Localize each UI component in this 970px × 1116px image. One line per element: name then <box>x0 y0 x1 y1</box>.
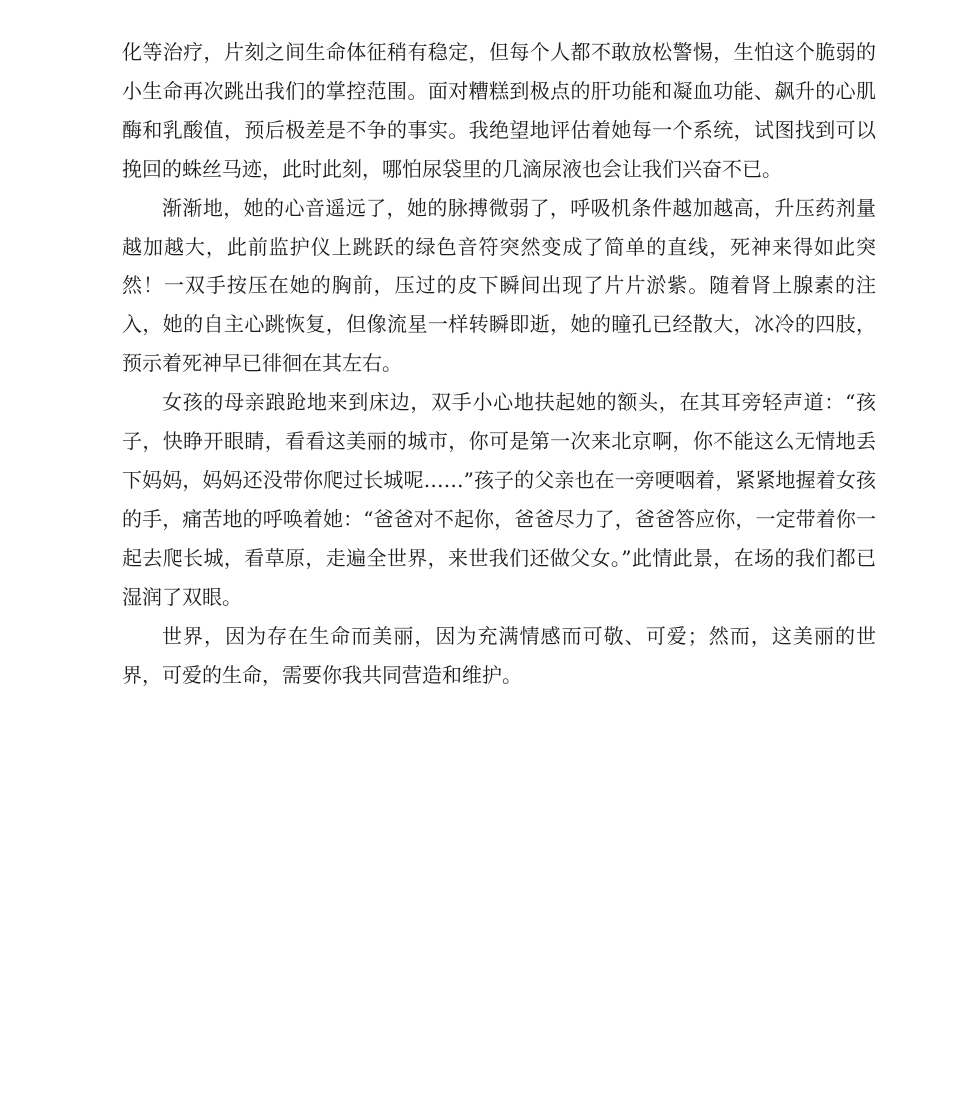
paragraph-3: 女孩的母亲踉跄地来到床边，双手小心地扶起她的额头，在其耳旁轻声道：“孩子，快睁开眼睛，看看这美丽的城市，你可是第一次来北京啊，你不能这么无情地丢下妈妈，妈妈还没带你爬过长城呢……”孩子的父亲也在一旁哽咽着，紧紧地握着女孩的手，痛苦地的呼唤着她：“爸爸对不起你，爸爸尽力了，爸爸答应你，一定带着你一起去爬长城，看草原，走遍全世界，来世我们还做父女。”此情此景，在场的我们都已湿润了双眼。 <box>122 390 876 609</box>
paragraph-4: 世界，因为存在生命而美丽，因为充满情感而可敬、可爱；然而，这美丽的世界，可爱的生命，需要你我共同营造和维护。 <box>122 623 876 687</box>
paragraph-1: 化等治疗，片刻之间生命体征稍有稳定，但每个人都不敢放松警惕，生怕这个脆弱的小生命再次跳出我们的掌控范围。面对糟糕到极点的肝功能和凝血功能、飙升的心肌酶和乳酸值，预后极差是不争的事实。我绝望地评估着她每一个系统，试图找到可以挽回的蛛丝马迹，此时此刻，哪怕尿袋里的几滴尿液也会让我们兴奋不已。 <box>122 40 876 181</box>
paragraph-2: 渐渐地，她的心音遥远了，她的脉搏微弱了，呼吸机条件越加越高，升压药剂量越加越大，此前监护仪上跳跃的绿色音符突然变成了简单的直线，死神来得如此突然！一双手按压在她的胸前，压过的皮下瞬间出现了片片淤紫。随着肾上腺素的注入，她的自主心跳恢复，但像流星一样转瞬即逝，她的瞳孔已经散大，冰冷的四肢，预示着死神早已徘徊在其左右。 <box>122 195 876 376</box>
document-body <box>122 33 876 694</box>
